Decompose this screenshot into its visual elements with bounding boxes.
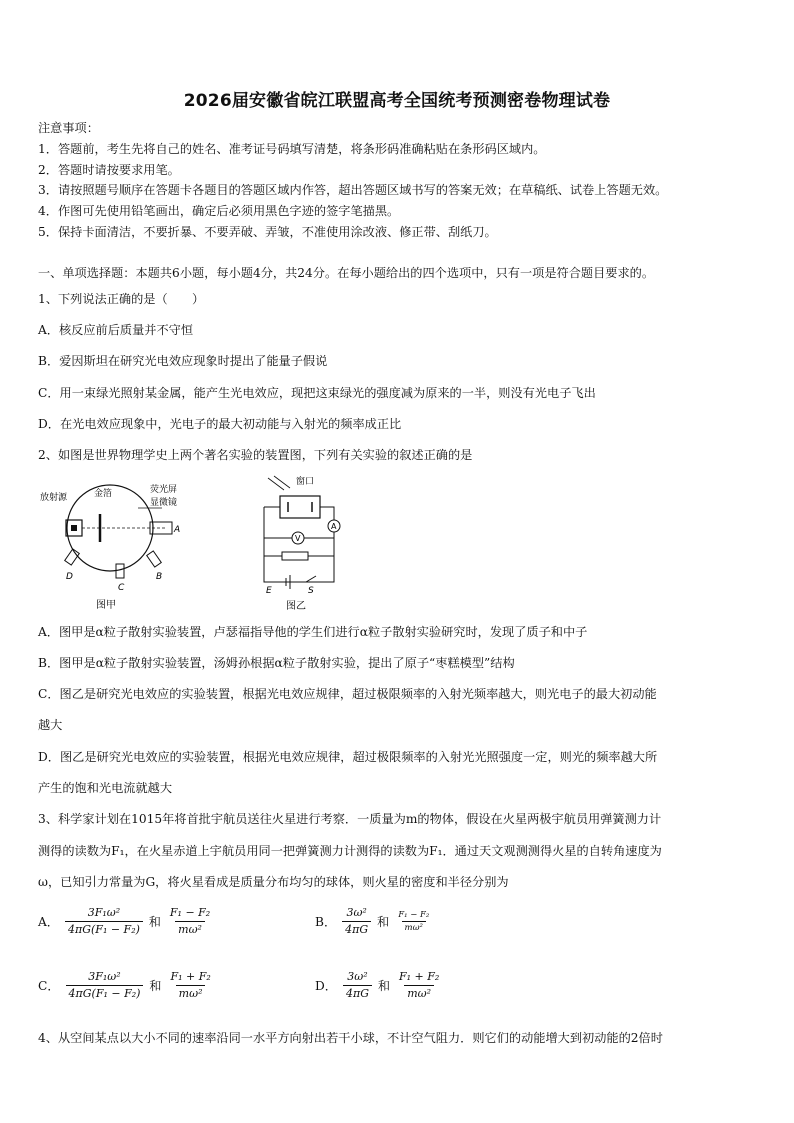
- fraction-numerator: F₁ − F₂: [398, 910, 430, 920]
- fraction-denominator: 4πG(F₁ − F₂): [65, 921, 143, 937]
- option-label: D．: [315, 979, 337, 993]
- fraction-denominator: 4πG: [342, 921, 371, 937]
- figure-caption-2: 图乙: [286, 601, 306, 612]
- formula-density: [66, 970, 144, 1001]
- formula-radius: [167, 970, 213, 1001]
- label-voltmeter: V: [295, 534, 301, 543]
- fraction-numerator: 3F₁ω²: [88, 970, 121, 983]
- label-detector-c: C: [118, 583, 125, 593]
- q1-option-b: B．爱因斯坦在研究光电效应现象时提出了能量子假说: [38, 354, 328, 368]
- fraction-numerator: 3F₁ω²: [87, 906, 121, 919]
- fraction-denominator: mω²: [175, 921, 205, 937]
- formula-radius: [395, 910, 432, 933]
- page-title: 2026届安徽省皖江联盟高考全国统考预测密卷物理试卷: [183, 91, 611, 111]
- figure-caption-1: 图甲: [96, 600, 116, 611]
- q2-option-d-cont: 产生的饱和光电流就越大: [38, 781, 173, 795]
- fraction-denominator: mω²: [176, 985, 206, 1001]
- fraction-denominator: mω²: [402, 921, 426, 933]
- q3-option-a: [38, 906, 213, 937]
- notice-heading: 注意事项：: [38, 121, 99, 135]
- option-label: A．: [38, 915, 59, 929]
- fraction-denominator: 4πG: [343, 985, 372, 1001]
- figure-photoelectric-circuit: [252, 472, 352, 614]
- fraction-numerator: 3ω²: [346, 906, 367, 919]
- fraction-numerator: 3ω²: [347, 970, 368, 983]
- figure-alpha-scattering: [38, 480, 188, 615]
- conjunction: 和: [377, 915, 390, 929]
- label-detector-a: A: [174, 525, 181, 535]
- question-stem-2: 2、如图是世界物理学史上两个著名实验的装置图，下列有关实验的叙述正确的是: [38, 448, 473, 462]
- question-stem-4: 4、从空间某点以大小不同的速率沿同一水平方向射出若干小球，不计空气阻力．则它们的动能增大到初动能的2倍时: [38, 1031, 663, 1045]
- label-gold-foil: 金箔: [94, 489, 113, 499]
- label-detector-d: D: [66, 572, 73, 582]
- fraction-numerator: F₁ − F₂: [169, 906, 211, 919]
- q2-option-a: A．图甲是α粒子散射实验装置，卢瑟福指导他的学生们进行α粒子散射实验研究时，发现了质子和中子: [38, 625, 588, 639]
- formula-density: [343, 970, 372, 1001]
- q2-option-c: C．图乙是研究光电效应的实验装置，根据光电效应规律，超过极限频率的入射光频率越大，则光电子的最大初动能: [38, 687, 657, 701]
- notice-item: 4．作图可先使用铅笔画出，确定后必须用黑色字迹的签字笔描黑。: [38, 204, 400, 218]
- formula-radius: [396, 970, 442, 1001]
- fraction-numerator: F₁ + F₂: [170, 970, 211, 983]
- question-stem-3: 3、科学家计划在1015年将首批宇航员送往火星进行考察．一质量为m的物体，假设在火星两极宇航员用弹簧测力计: [38, 812, 662, 826]
- section-heading: 一、单项选择题：本题共6小题，每小题4分，共24分。在每小题给出的四个选项中，只有一项是符合题目要求的。: [38, 266, 655, 280]
- option-label: C．: [38, 979, 60, 993]
- label-battery: E: [266, 586, 272, 596]
- label-detector-b: B: [156, 572, 163, 582]
- label-radioactive-source: 放射源: [40, 493, 68, 503]
- conjunction: 和: [148, 915, 161, 929]
- formula-radius: [167, 906, 213, 937]
- notice-item: 5．保持卡面清洁，不要折暴、不要弄破、弄皱，不准使用涂改液、修正带、刮纸刀。: [38, 225, 497, 239]
- conjunction: 和: [149, 979, 162, 993]
- fraction-numerator: F₁ + F₂: [399, 970, 440, 983]
- formula-density: [65, 906, 143, 937]
- question-stem-3-line3: ω，已知引力常量为G，将火星看成是质量分布均匀的球体，则火星的密度和半径分别为: [38, 875, 509, 889]
- label-window: 窗口: [296, 477, 315, 487]
- label-fluorescent-screen: 荧光屏: [150, 485, 178, 495]
- fraction-denominator: 4πG(F₁ − F₂): [66, 985, 144, 1001]
- q3-option-b: [315, 906, 432, 937]
- q1-option-d: D．在光电效应现象中，光电子的最大初动能与入射光的频率成正比: [38, 417, 402, 431]
- formula-density: [342, 906, 371, 937]
- label-switch: S: [308, 586, 314, 596]
- question-stem-1: 1、下列说法正确的是（ ）: [38, 292, 205, 306]
- q3-option-d: [315, 970, 442, 1001]
- fraction-denominator: mω²: [404, 985, 434, 1001]
- notice-item: 3．请按照题号顺序在答题卡各题目的答题区域内作答，超出答题区域书写的答案无效；在草稿纸、试卷上答题无效。: [38, 183, 668, 197]
- q2-option-b: B．图甲是α粒子散射实验装置，汤姆孙根据α粒子散射实验，提出了原子“枣糕模型”结构: [38, 656, 515, 670]
- q2-option-d: D．图乙是研究光电效应的实验装置，根据光电效应规律，超过极限频率的入射光光照强度一定，则光的频率越大所: [38, 750, 658, 764]
- label-microscope: 显微镜: [150, 498, 178, 508]
- q2-option-c-cont: 越大: [38, 718, 63, 732]
- notice-item: 2．答题时请按要求用笔。: [38, 163, 180, 177]
- q3-option-c: [38, 970, 214, 1001]
- q1-option-a: A．核反应前后质量并不守恒: [38, 323, 194, 337]
- q1-option-c: C．用一束绿光照射某金属，能产生光电效应，现把这束绿光的强度减为原来的一半，则没有光电子飞出: [38, 386, 596, 400]
- option-label: B．: [315, 915, 337, 929]
- notice-item: 1．答题前，考生先将自己的姓名、准考证号码填写清楚，将条形码准确粘贴在条形码区域内。: [38, 142, 546, 156]
- question-stem-3-line2: 测得的读数为F₁，在火星赤道上宇航员用同一把弹簧测力计测得的读数为F₁．通过天文观测测得火星的自转角速度为: [38, 844, 662, 858]
- conjunction: 和: [377, 979, 390, 993]
- label-ammeter: A: [331, 522, 337, 531]
